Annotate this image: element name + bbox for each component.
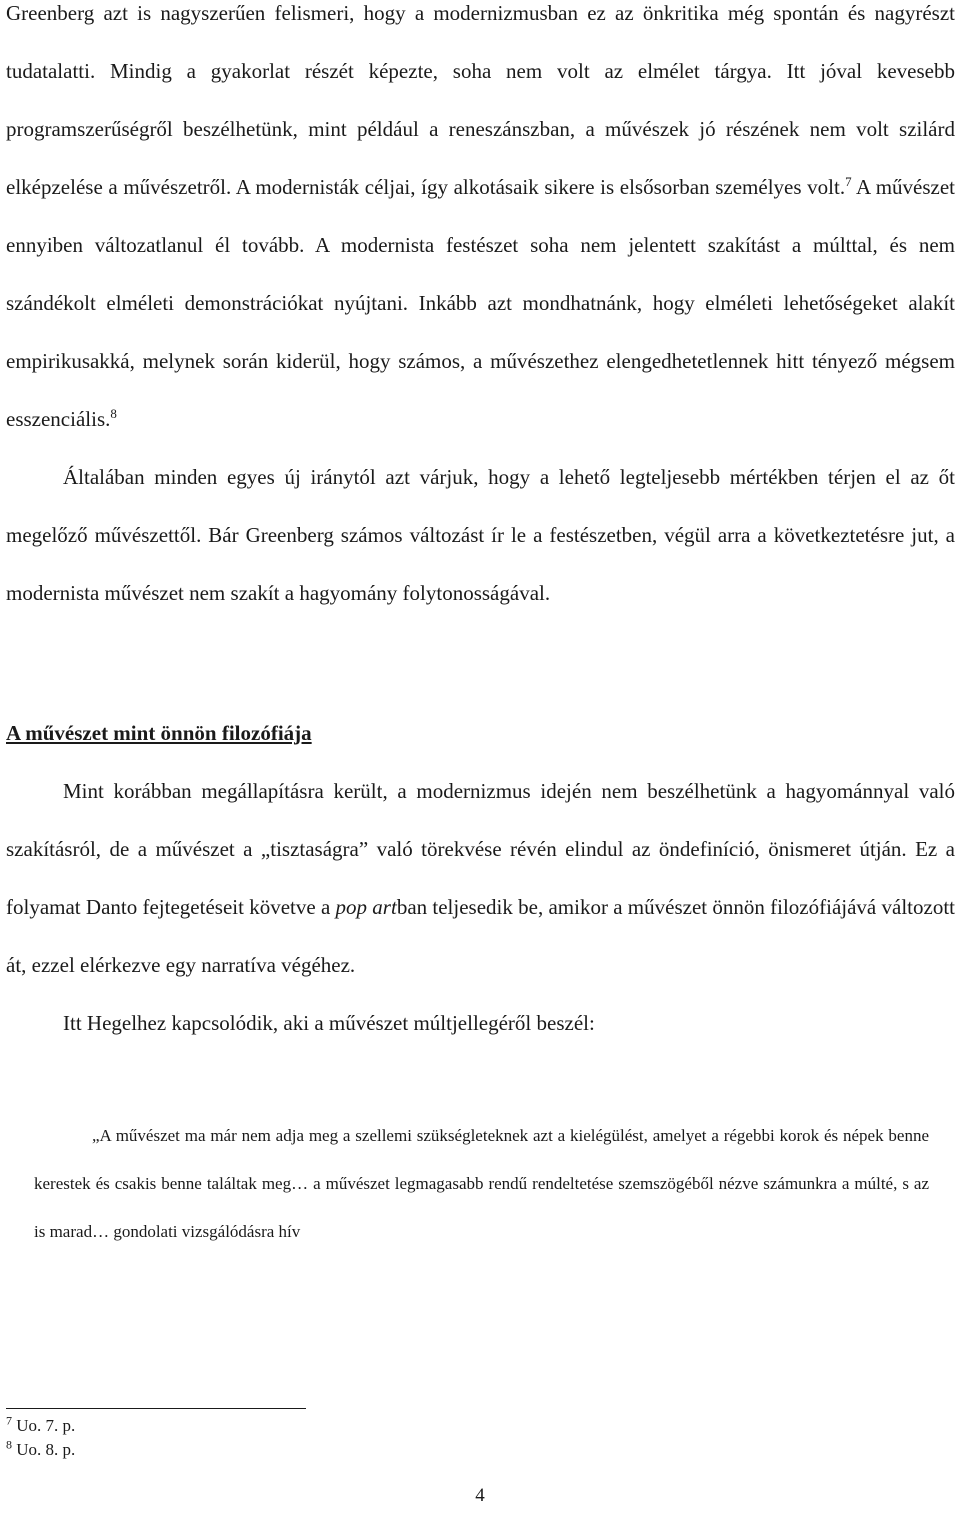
paragraph-1-text-b: A művészet ennyiben változatlanul él tovább. A modernista festészet soha nem jelentett szakítást a múlttal, és nem szándékolt elméleti demonstrációkat nyújtani. Inkább azt mondhatnánk, hogy elméleti lehetőségeket alakít empirikusakká, melynek során kiderül, hogy számos, a művészethez elengedhetetlennek hitt tényező mégsem esszenciális.: [6, 175, 955, 431]
paragraph-4: Itt Hegelhez kapcsolódik, aki a művészet múltjellegéről beszél:: [63, 1011, 595, 1035]
page-number: 4: [475, 1485, 485, 1506]
footnote-8: [6, 1438, 75, 1462]
footnote-ref-8[interactable]: 8: [110, 406, 117, 421]
section-heading: A művészet mint önnön filozófiája: [6, 721, 312, 745]
footnote-8-number: 8: [6, 1437, 12, 1452]
paragraph-3-text-b: ban teljesedik be, amikor a művészet önnön filozófiájává változott át, ezzel elérkezve egy narratíva végéhez.: [6, 895, 955, 977]
footnote-8-text: Uo. 8. p.: [12, 1440, 76, 1459]
footnote-ref-7[interactable]: 7: [845, 174, 852, 189]
paragraph-1-text-a: Greenberg azt is nagyszerűen felismeri, hogy a modernizmusban ez az önkritika még spontán és nagyrészt tudatalatti. Mindig a gyakorlat részét képezte, soha nem volt az elmélet tárgya. Itt jóval kevesebb programszerűségről beszélhetünk, mint például a reneszánszban, a művészek jó részének nem volt szilárd elképzelése a művészetről. A modernisták céljai, így alkotásaik sikere is elsősorban személyes volt.: [6, 1, 955, 199]
paragraph-1: [6, 0, 955, 448]
footnote-7-number: 7: [6, 1413, 12, 1428]
paragraph-3: [6, 762, 955, 994]
footnotes: [6, 1414, 75, 1462]
paragraph-2: Általában minden egyes új iránytól azt várjuk, hogy a lehető legteljesebb mértékben térjen el az őt megelőző művészettől. Bár Greenberg számos változást ír le a festészetben, végül arra a következtetésre jut, a modernista művészet nem szakít a hagyomány folytonosságával.: [6, 465, 955, 605]
paragraph-3-italic-term: pop art: [335, 895, 397, 919]
footnote-7: [6, 1414, 75, 1438]
footnote-7-text: Uo. 7. p.: [12, 1416, 76, 1435]
footnote-separator: [6, 1408, 306, 1409]
block-quote-text: „A művészet ma már nem adja meg a szellemi szükségleteknek azt a kielégülést, amelyet a régebbi korok és népek benne kerestek és csakis benne találtak meg… a művészet legmagasabb rendű rendeltetése szemszögéből nézve számunkra a múlté, s az is marad… gondolati vizsgálódásra hív: [34, 1126, 929, 1241]
document-page: [6, 0, 955, 1256]
block-quote: [34, 1112, 929, 1256]
paragraph-3-text-a: Mint korábban megállapításra került, a modernizmus idején nem beszélhetünk a hagyománnyal való szakításról, de a művészet a „tisztaságra” való törekvése révén elindul az öndefiníció, önismeret útján. Ez a folyamat Danto fejtegetéseit követve a: [6, 779, 955, 919]
